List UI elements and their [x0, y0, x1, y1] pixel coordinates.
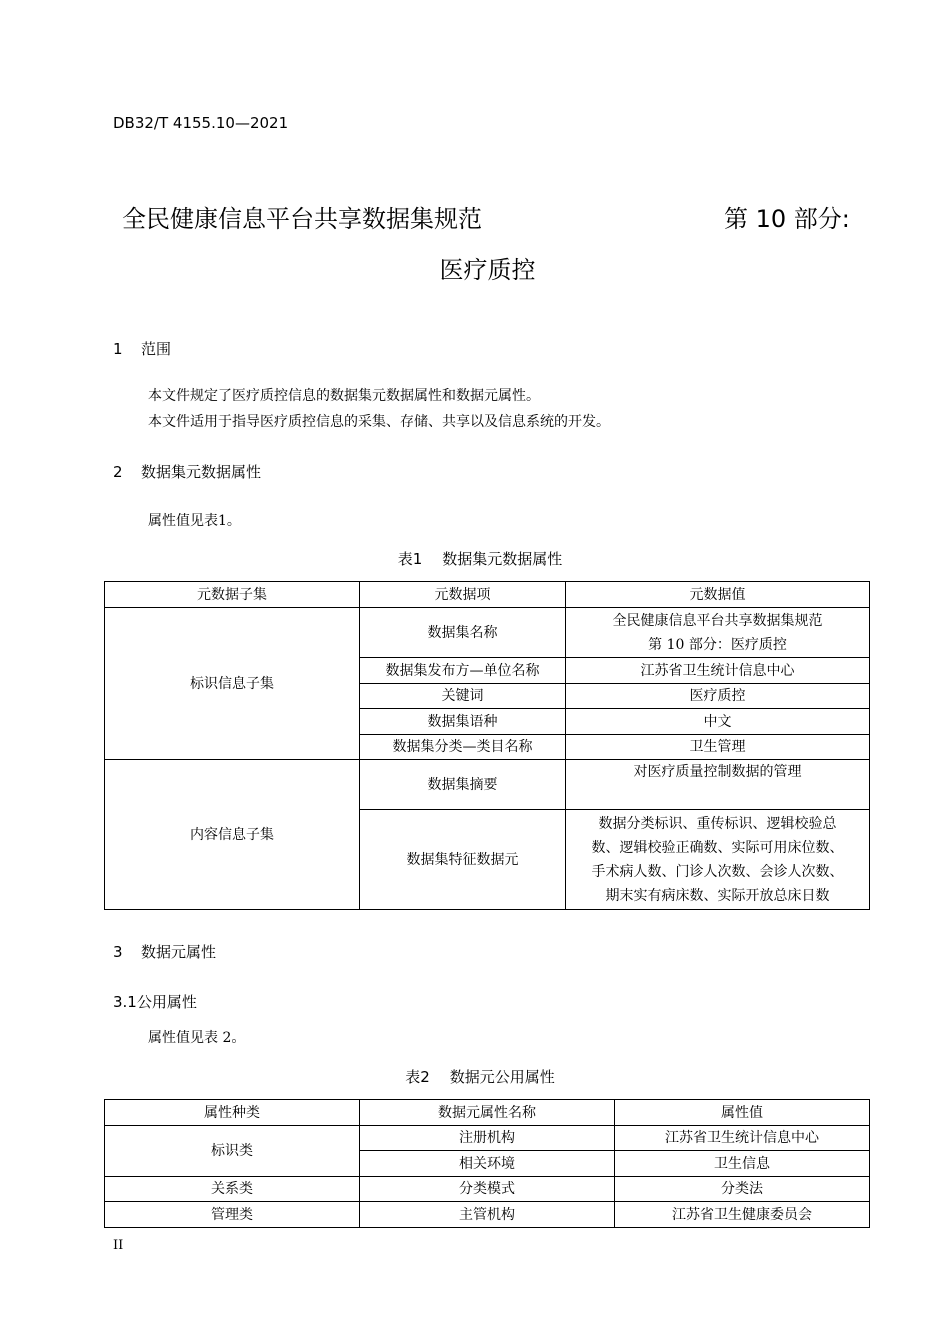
section-number: 3.1: [113, 993, 137, 1011]
paragraph: 属性值见表1。: [148, 513, 241, 529]
table-cell: 数据集特征数据元: [360, 810, 566, 910]
caption-title: 数据元公用属性: [449, 1068, 555, 1086]
document-number: DB32/T 4155.10—2021: [113, 114, 289, 132]
section-number: 3: [113, 943, 123, 961]
table-header: 元数据子集: [105, 582, 360, 608]
table2: [104, 1099, 870, 1228]
table1: [104, 581, 870, 910]
title-line1-left: 全民健康信息平台共享数据集规范: [122, 205, 482, 233]
title-line1-right: 第 10 部分:: [724, 205, 850, 233]
table-group-cell: 内容信息子集: [105, 760, 360, 910]
page-number: II: [113, 1238, 124, 1253]
section-1-heading: [113, 338, 171, 359]
table-cell: 数据集名称: [360, 608, 566, 658]
cell-line: 期末实有病床数、实际开放总床日数: [605, 887, 830, 904]
table-header: 数据元属性名称: [360, 1100, 615, 1126]
table-cell: [566, 810, 870, 910]
table-cell: 关键词: [360, 684, 566, 709]
section-number: 2: [113, 463, 123, 481]
table-cell: 数据集发布方—单位名称: [360, 658, 566, 684]
caption-title: 数据集元数据属性: [442, 550, 563, 568]
table-group-cell: 标识类: [105, 1126, 360, 1177]
paragraph: 属性值见表 2。: [148, 1030, 246, 1046]
section-number: 1: [113, 340, 123, 358]
section-title: 范围: [141, 340, 172, 358]
table-cell: 注册机构: [360, 1126, 615, 1151]
section-2-heading: [113, 461, 261, 482]
table1-caption: [0, 548, 950, 569]
table-cell: 数据集分类—类目名称: [360, 735, 566, 760]
title-line2: 医疗质控: [439, 256, 536, 284]
table-header: 属性种类: [105, 1100, 360, 1126]
paragraph: 本文件规定了医疗质控信息的数据集元数据属性和数据元属性。: [148, 388, 540, 404]
table-cell: 主管机构: [360, 1202, 615, 1228]
cell-line: 全民健康信息平台共享数据集规范: [612, 612, 823, 629]
cell-line: 手术病人数、门诊人次数、会诊人次数、: [591, 863, 844, 880]
table-cell: 分类模式: [360, 1177, 615, 1202]
table-cell: 江苏省卫生健康委员会: [615, 1202, 870, 1228]
table-cell: 对医疗质量控制数据的管理: [566, 760, 870, 810]
table-cell: 江苏省卫生统计信息中心: [566, 658, 870, 684]
table-cell: 分类法: [615, 1177, 870, 1202]
section-3-1-heading: [113, 991, 197, 1012]
table-group-cell: 标识信息子集: [105, 608, 360, 760]
table-cell: 卫生信息: [615, 1151, 870, 1177]
cell-line: 数、逻辑校验正确数、实际可用床位数、: [591, 839, 844, 856]
table-cell: 数据集摘要: [360, 760, 566, 810]
section-title: 公用属性: [136, 993, 197, 1011]
table-cell: 关系类: [105, 1177, 360, 1202]
table-cell: [566, 608, 870, 658]
table-header: 元数据值: [566, 582, 870, 608]
table-cell: 卫生管理: [566, 735, 870, 760]
cell-line: 数据分类标识、重传标识、逻辑校验总: [598, 815, 837, 832]
table-header: 元数据项: [360, 582, 566, 608]
table2-caption: [0, 1066, 950, 1087]
table-cell: 数据集语种: [360, 709, 566, 735]
section-3-heading: [113, 941, 216, 962]
cell-line: 第 10 部分：医疗质控: [648, 636, 787, 653]
table-cell: 相关环境: [360, 1151, 615, 1177]
paragraph: 本文件适用于指导医疗质控信息的采集、存储、共享以及信息系统的开发。: [148, 414, 610, 430]
caption-number: 表1: [397, 550, 423, 568]
table-header: 属性值: [615, 1100, 870, 1126]
table-cell: 医疗质控: [566, 684, 870, 709]
table-cell: 中文: [566, 709, 870, 735]
section-title: 数据集元数据属性: [141, 463, 262, 481]
section-title: 数据元属性: [141, 943, 217, 961]
table-cell: 管理类: [105, 1202, 360, 1228]
caption-number: 表2: [405, 1068, 430, 1086]
table-cell: 江苏省卫生统计信息中心: [615, 1126, 870, 1151]
